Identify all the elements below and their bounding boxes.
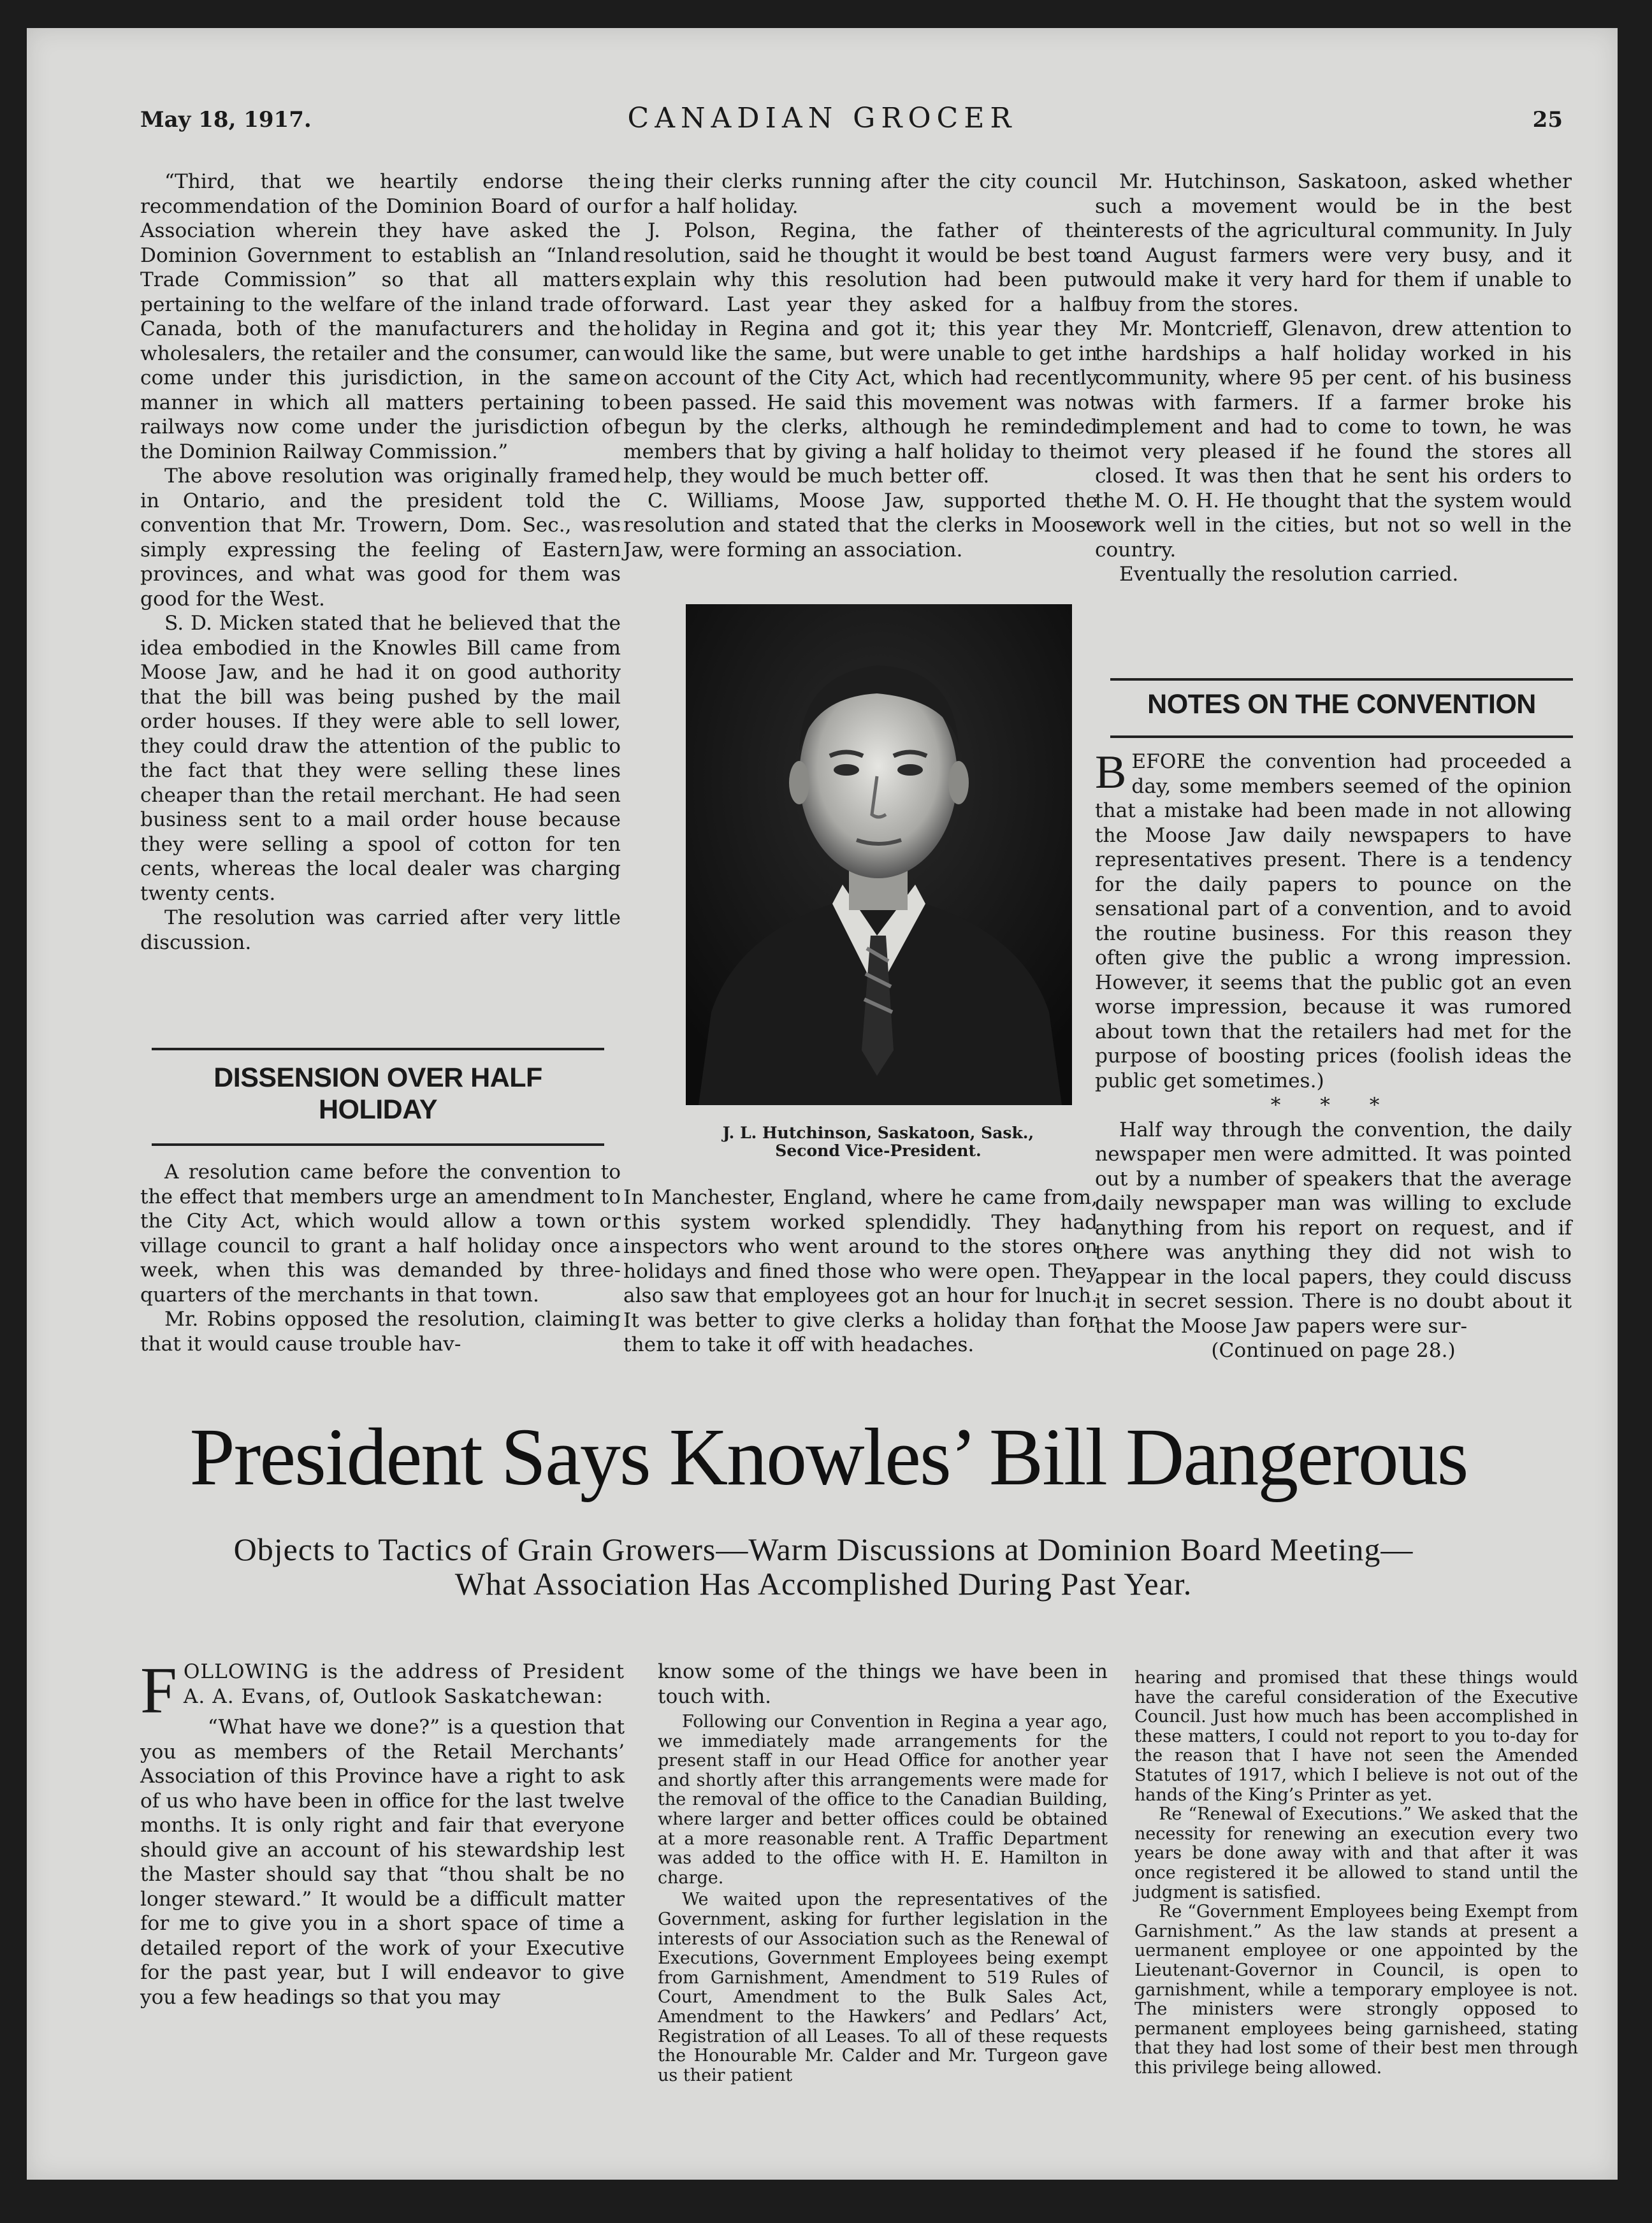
issue-date: May 18, 1917.	[140, 107, 312, 133]
paragraph: The resolution was carried after very little discussion.	[140, 906, 621, 954]
paragraph: ing their clerks running after the city council for a half holiday.	[623, 170, 1098, 218]
paragraph-text: EFORE the convention had proceeded a day, some members seemed of the opinion that a mistake had been made in not allowing the Moose Jaw daily newspapers to have representatives present. There is a tendency for the daily papers to pounce on the sensational part of a convention, and to avoid the routine business. For this reason they often give the public a wrong impression. However, it seems that the public got an even worse impression, because it was rumored about town that the retailers had met for the purpose of boosting prices (foolish ideas the public get sometimes.)	[1095, 750, 1572, 1092]
column-2	[623, 170, 1098, 562]
page-number: 25	[1532, 107, 1563, 133]
section-heading: DISSENSION OVER HALF HOLIDAY	[214, 1062, 542, 1125]
article-intro	[140, 1654, 625, 1727]
section-rule	[152, 1048, 604, 1050]
paragraph: J. Polson, Regina, the father of the resolution, said he thought it would be best to explain why this resolution had been put forward. Last year they asked for a half holiday in Regina and got it; this year they would like the same, but were unable to get in on account of the City Act, which had recently been passed. He said this movement was not begun by the clerks, although he reminded members that by giving a half holiday to their help, they would be much better off.	[623, 219, 1098, 488]
paragraph: We waited upon the representatives of the Government, asking for further legislation in the interests of our Association such as the Renewal of Executions, Government Employees being exempt from Garnishment, Amendment to 519 Rules of Court, Amendment to the Bulk Sales Act, Amendment to the Hawkers’ and Pedlars’ Act, Registration of all Leases. To all of these requests the Honourable Mr. Calder and Mr. Turgeon gave us their patient	[658, 1890, 1108, 2085]
column-1-lower	[140, 1160, 621, 1356]
article-subheadline: Objects to Tactics of Grain Growers—Warm Discussions at Dominion Board Meeting—What Association Has Accomplished During Past Year.	[233, 1531, 1414, 1602]
paragraph: C. Williams, Moose Jaw, supported the resolution and stated that the clerks in Moose Jaw, were forming an association.	[623, 489, 1098, 561]
caption-name: J. L. Hutchinson, Saskatoon, Sask.,	[722, 1124, 1034, 1142]
magazine-title: CANADIAN GROCER	[627, 102, 1017, 134]
paragraph: Mr. Robins opposed the resolution, claiming that it would cause trouble hav-	[140, 1308, 621, 1356]
section-rule	[1110, 678, 1573, 681]
portrait-illustration	[686, 604, 1072, 1105]
paragraph: know some of the things we have been in touch with.	[658, 1660, 1108, 1708]
paragraph: hearing and promised that these things would have the careful consideration of the Executive Council. Just how much has been accomplished in these matters, I could not report to you to-day for the reason that I have not seen the Amended Statutes of 1917, which I believe is not out of the hands of the King’s Printer as yet.	[1134, 1668, 1578, 1805]
paragraph: “Third, that we heartily endorse the recommendation of the Dominion Board of our Association wherein they have asked the Dominion Government to establish an “Inland Trade Commission” so that all matters pertaining to the welfare of the inland trade of Canada, both of the manufacturers and the wholesalers, the retailer and the consumer, can come under this jurisdiction, in the same manner in which all matters pertaining to railways now come under the jurisdiction of the Dominion Railway Commission.”	[140, 170, 621, 463]
paragraph: Mr. Hutchinson, Saskatoon, asked whether such a movement would be in the best interests of the agricultural community. In July and August farmers were very busy, and it would make it very hard for them if unable to buy from the stores.	[1095, 170, 1572, 316]
article-column-2	[658, 1660, 1108, 2085]
paragraph: The above resolution was originally framed in Ontario, and the president told the convention that Mr. Trowern, Dom. Sec., was simply expressing the feeling of Eastern provinces, and what was good for them was good for the West.	[140, 465, 621, 611]
paragraph: Mr. Montcrieff, Glenavon, drew attention to the hardships a half holiday worked in his community, where 95 per cent. of his business was with farmers. If a farmer broke his implement and had to come to town, he was not very pleased if he found the stores all closed. It was then that he sent his orders to the M. O. H. He thought that the system would work well in the cities, but not so well in the country.	[1095, 317, 1572, 561]
article-column-1	[140, 1654, 625, 2009]
column-1	[140, 170, 621, 955]
paragraph: A resolution came before the convention to the effect that members urge an amendment to the City Act, which would allow a town or village council to grant a half holiday once a week, when this was demanded by three-quarters of the merchants in that town.	[140, 1161, 621, 1307]
paragraph: Re “Renewal of Executions.” We asked that the necessity for renewing an execution every two years be done away with and that after it was once registered it be allowed to stand until the judgment is satisfied.	[1134, 1804, 1578, 1902]
column-3-lower	[1095, 746, 1572, 1363]
column-2-lower	[623, 1185, 1098, 1358]
paragraph: In Manchester, England, where he came from, this system worked splendidly. They had inspectors who went around to the stores on holidays and fined those who were open. They also saw that employees got an hour for lnuch. It was better to give clerks a holiday than for them to take it off with headaches.	[623, 1186, 1098, 1356]
paragraph: Eventually the resolution carried.	[1119, 563, 1459, 586]
drop-cap: B	[1095, 746, 1127, 799]
section-rule	[1110, 735, 1573, 738]
newspaper-page	[27, 28, 1618, 2180]
paragraph-with-dropcap	[1095, 746, 1572, 1093]
paragraph: Following our Convention in Regina a year ago, we immediately made arrangements for the present staff in our Head Office for another year and shortly after this arrangements were made for the removal of the office to the Canadian Building, where larger and better offices could be obtained at a more reasonable rent. A Traffic Department was added to the office with H. E. Hamilton in charge.	[658, 1712, 1108, 1888]
column-3	[1095, 170, 1572, 587]
paragraph: Half way through the convention, the daily newspaper men were admitted. It was pointed out by a number of speakers that the average daily newspaper man was willing to exclude anything from his report on request, and if there was anything they did not wish to appear in the local papers, they could discuss it in secret session. There is no doubt about it that the Moose Jaw papers were sur-	[1095, 1118, 1572, 1338]
photo-caption	[664, 1124, 1092, 1160]
drop-cap: F	[140, 1654, 177, 1727]
article-column-3	[1134, 1669, 1578, 2078]
intro-text: OLLOWING is the address of President A. A. Evans, of, Outlook Saskatchewan:	[183, 1660, 625, 1708]
article-headline: President Says Knowles’ Bill Dangerous	[189, 1412, 1468, 1502]
paragraph: Re “Government Employees being Exempt from Garnishment.” As the law stands at present a uermanent employee or one appointed by the Lieutenant-Governor in Council, is open to garnishment, while a temporary employee is not. The ministers were strongly opposed to permanent employees being garnisheed, stating that they had lost some of their best men through this privilege being allowed.	[1134, 1902, 1578, 2078]
paragraph: S. D. Micken stated that he believed that the idea embodied in the Knowles Bill came from Moose Jaw, and he had it on good authority that the bill was being pushed by the mail order houses. If they were able to sell lower, they could draw the attention of the public to the fact that they were selling these lines cheaper than the retail merchant. He had seen business sent to a mail order house because they were selling a spool of cotton for ten cents, whereas the local dealer was charging twenty cents.	[140, 612, 621, 905]
section-heading: NOTES ON THE CONVENTION	[1147, 689, 1536, 720]
caption-title: Second Vice-President.	[775, 1141, 982, 1160]
section-rule	[152, 1143, 604, 1146]
portrait-photo	[686, 604, 1072, 1105]
paragraph: “What have we done?” is a question that you as members of the Retail Merchants’ Association of this Province have a right to ask of us who have been in office for the last twelve months. It is only right and fair that everyone should give an account of his stewardship lest the Master should say that “thou shalt be no longer steward.” It would be a difficult matter for me to give you in a short space of time a detailed report of the work of your Executive for the past year, but I will endeavor to give you a few headings so that you may	[140, 1716, 625, 2009]
section-separator: * * *	[1270, 1094, 1396, 1117]
continued-note: (Continued on page 28.)	[1211, 1339, 1456, 1362]
